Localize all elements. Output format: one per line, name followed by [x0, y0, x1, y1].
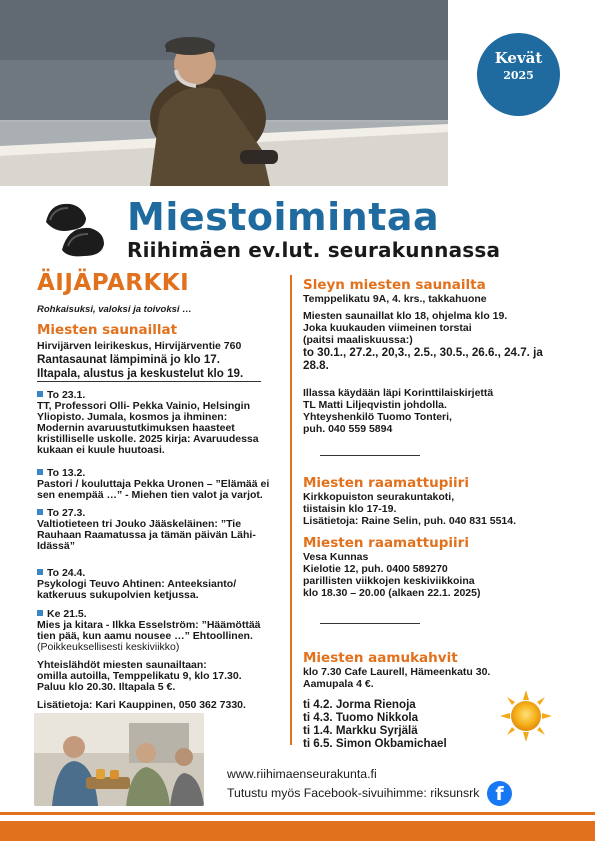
event-1-line: Yliopisto. Jumala, kosmos ja ihminen: [37, 411, 228, 423]
page-title: Miestoimintaa [127, 195, 440, 239]
event-5-line: (Poikkeuksellisesti keskiviikko) [37, 641, 180, 653]
sley-line: (paitsi maaliskuussa:) [303, 334, 413, 346]
event-4-line: katkeruus sukupolvien ketjussa. [37, 589, 199, 601]
group-photo [34, 713, 204, 806]
facebook-text: Tutustu myös Facebook-sivuihimme: riksunsrk [227, 786, 480, 800]
bible1-heading: Miesten raamattupiiri [303, 475, 469, 491]
rides-line: Yhteislähdöt miesten saunailtaan: [37, 659, 207, 671]
sauna-line-2: Iltapala, alustus ja keskustelut klo 19. [37, 367, 244, 380]
event-date-5: Ke 21.5. [37, 608, 87, 620]
aijaparkki-heading: ÄIJÄPARKKI [37, 270, 190, 296]
event-3-line: Valtiotieteen tri Jouko Jääskeläinen: ”Tie [37, 518, 242, 530]
sley-info: Yhteyshenkilö Tuomo Tonteri, [303, 411, 452, 423]
footer-band-thin [0, 812, 595, 815]
bible1-line: Lisätietoja: Raine Selin, puh. 040 831 5514. [303, 515, 517, 527]
event-1-line: kukaan ei kuule huutoasi. [37, 444, 165, 456]
page-subtitle: Riihimäen ev.lut. seurakunnassa [127, 238, 501, 262]
bible1-line: tiistaisin klo 17-19. [303, 503, 397, 515]
event-1-line: TT, Professori Olli- Pekka Vainio, Helsingin [37, 400, 250, 412]
sley-line: 28.8. [303, 359, 329, 372]
website-link[interactable]: www.riihimaenseurakunta.fi [227, 767, 377, 781]
badge-year: 2025 [503, 69, 534, 82]
event-2-line: Pastori / kouluttaja Pekka Uronen – ”Elämää ei [37, 478, 270, 490]
group-illustration [34, 713, 204, 806]
season-badge [477, 33, 560, 116]
hero-photo [0, 0, 448, 186]
event-date-4: To 24.4. [37, 567, 85, 579]
sley-heading: Sleyn miesten saunailta [303, 277, 486, 293]
bible2-line: Kielotie 12, puh. 0400 589270 [303, 563, 448, 575]
sley-info: puh. 040 559 5894 [303, 423, 393, 435]
rides-line: omilla autoilla, Temppelikatu 9, klo 17.30. [37, 670, 242, 682]
coffee-line: Aamupala 4 €. [303, 678, 374, 690]
coffee-speaker: ti 1.4. Markku Syrjälä [303, 724, 418, 737]
coffee-speaker: ti 6.5. Simon Okbamichael [303, 737, 447, 750]
sauna-heading: Miesten saunaillat [37, 322, 178, 338]
sley-info: Illassa käydään läpi Korinttilaiskirjettä [303, 387, 494, 399]
event-date-2: To 13.2. [37, 467, 85, 479]
event-date-1: To 23.1. [37, 389, 85, 401]
aijaparkki-tagline: Rohkaisuksi, valoksi ja toivoksi … [37, 304, 192, 315]
section-separator [320, 623, 420, 624]
shoes-icon [42, 196, 108, 260]
coffee-heading: Miesten aamukahvit [303, 650, 458, 666]
left-contact: Lisätietoja: Kari Kauppinen, 050 362 7330. [37, 699, 246, 711]
badge-season: Kevät [494, 49, 543, 67]
event-3-line: Rauhaan Raamatussa ja tämän päivän Lähi- [37, 529, 256, 541]
sley-info: TL Matti Liljeqvistin johdolla. [303, 399, 447, 411]
sley-line: Joka kuukauden viimeinen torstai [303, 322, 472, 334]
hero-illustration [0, 0, 448, 186]
sley-address: Temppelikatu 9A, 4. krs., takkahuone [303, 293, 487, 305]
event-3-line: Idässä” [37, 540, 75, 552]
coffee-speaker: ti 4.3. Tuomo Nikkola [303, 711, 419, 724]
event-2-line: sen enempää …” - Miehen tien valot ja varjot. [37, 489, 263, 501]
coffee-line: klo 7.30 Cafe Laurell, Hämeenkatu 30. [303, 666, 491, 678]
rides-line: Paluu klo 20.30. Iltapala 5 €. [37, 681, 176, 693]
event-1-line: Modernin avaruustutkimuksen haasteet [37, 422, 235, 434]
event-4-line: Psykologi Teuvo Ahtinen: Anteeksianto/ [37, 578, 237, 590]
bible2-line: Vesa Kunnas [303, 551, 369, 563]
event-5-line: tien pää, kun aamu nousee …” Ehtoollinen. [37, 630, 253, 642]
section-separator [320, 455, 420, 456]
sun-icon [500, 690, 552, 742]
sauna-line-1: Rantasaunat lämpiminä jo klo 17. [37, 353, 220, 366]
footer-band [0, 821, 595, 841]
coffee-speaker: ti 4.2. Jorma Rienoja [303, 698, 416, 711]
sley-line: Miesten saunaillat klo 18, ohjelma klo 19. [303, 310, 508, 322]
event-1-line: kristilliselle uskolle. 2025 kirja: Avaruudessa [37, 433, 259, 445]
sley-line: to 30.1., 27.2., 20,3., 2.5., 30.5., 26.6., 24.7. ja [303, 346, 543, 359]
facebook-icon[interactable]: f [487, 781, 512, 806]
event-5-line: Mies ja kitara - Ilkka Esselström: ”Häämöttää [37, 619, 261, 631]
event-date-3: To 27.3. [37, 507, 85, 519]
column-divider [290, 275, 292, 745]
bible2-line: klo 18.30 – 20.00 (alkaen 22.1. 2025) [303, 587, 481, 599]
bible2-heading: Miesten raamattupiiri [303, 535, 469, 551]
sauna-underline [37, 381, 261, 382]
sauna-venue: Hirvijärven leirikeskus, Hirvijärventie 760 [37, 340, 242, 352]
bible1-line: Kirkkopuiston seurakuntakoti, [303, 491, 455, 503]
bible2-line: parillisten viikkojen keskiviikkoina [303, 575, 475, 587]
